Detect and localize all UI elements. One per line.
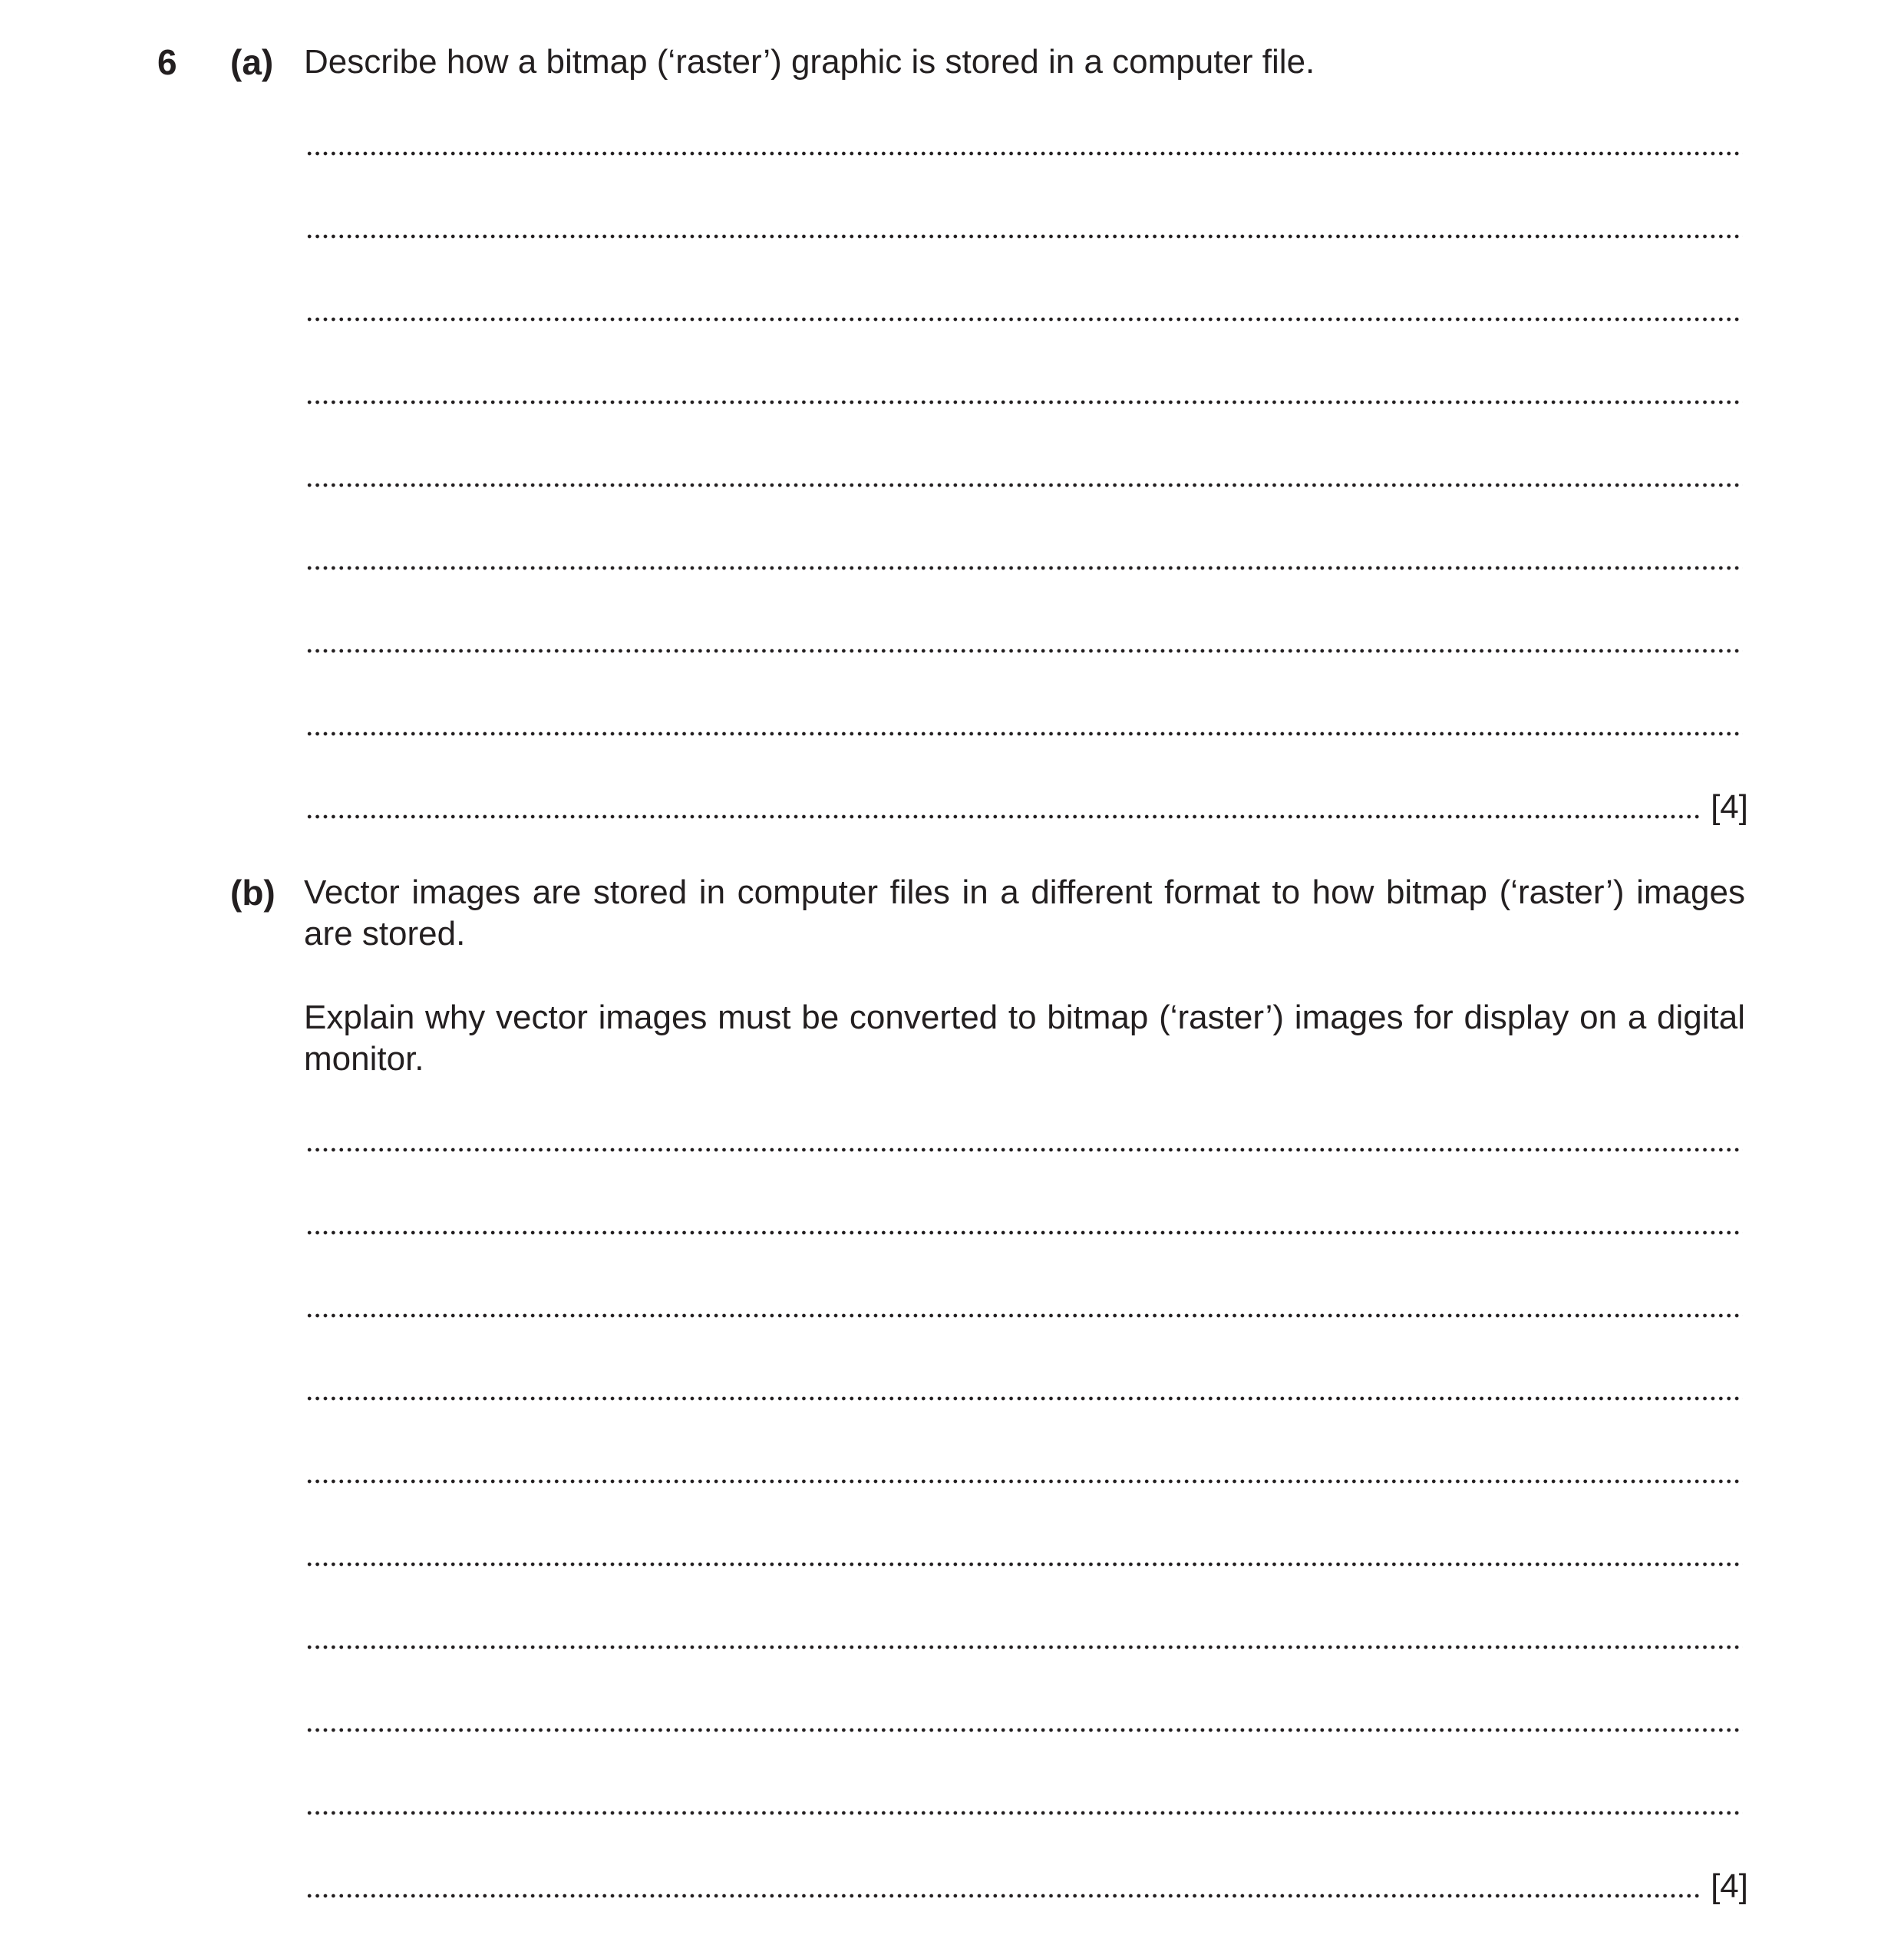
answer-line-last[interactable] (305, 814, 1701, 820)
part-b-marks: [4] (1711, 1867, 1748, 1905)
answer-line[interactable] (305, 1230, 1743, 1236)
answer-line[interactable] (305, 316, 1743, 322)
part-a-question-text: Describe how a bitmap (‘raster’) graphic is stored in a computer file. (304, 43, 1315, 81)
answer-line[interactable] (305, 1727, 1743, 1733)
answer-line[interactable] (305, 1644, 1743, 1650)
part-a-label: (a) (230, 42, 274, 82)
part-b-question-text: Explain why vector images must be converted to bitmap (‘raster’) images for display on a digital monitor. (304, 999, 1745, 1078)
answer-line[interactable] (305, 1147, 1743, 1153)
part-b-intro-text: Vector images are stored in computer files in a different format to how bitmap (‘raster’) images are stored. (304, 873, 1745, 953)
answer-line-last[interactable] (305, 1893, 1701, 1899)
answer-line[interactable] (305, 731, 1743, 737)
answer-line[interactable] (305, 399, 1743, 405)
answer-line[interactable] (305, 565, 1743, 571)
answer-line[interactable] (305, 1810, 1743, 1816)
part-b-label: (b) (230, 873, 276, 913)
answer-line[interactable] (305, 1395, 1743, 1402)
part-a-marks: [4] (1711, 788, 1748, 826)
question-number: 6 (157, 42, 177, 82)
answer-line[interactable] (305, 150, 1743, 157)
answer-line[interactable] (305, 482, 1743, 488)
answer-line[interactable] (305, 1478, 1743, 1484)
answer-line[interactable] (305, 648, 1743, 654)
answer-line[interactable] (305, 233, 1743, 239)
answer-line[interactable] (305, 1312, 1743, 1319)
answer-line[interactable] (305, 1561, 1743, 1567)
